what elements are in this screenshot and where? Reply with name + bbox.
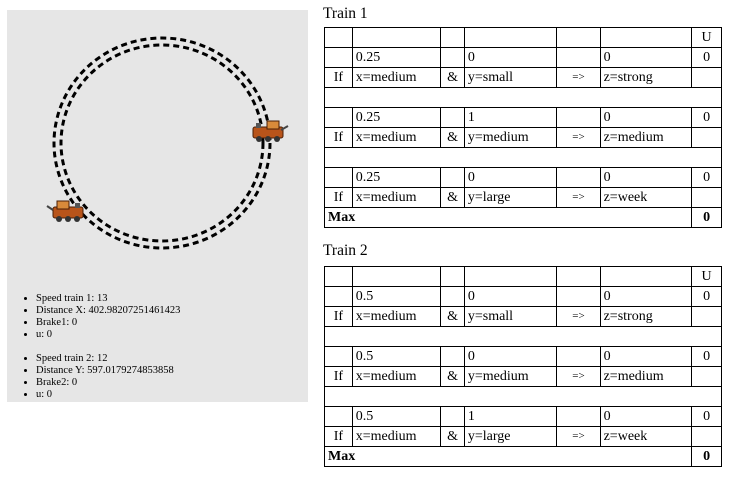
spacer-row (325, 148, 722, 168)
u-train-1: • u: 0 (36, 329, 180, 341)
x-condition: x=medium (352, 307, 440, 327)
y-condition: y=small (464, 68, 557, 88)
rule-values-row (325, 168, 722, 188)
u-value: 0 (692, 407, 722, 427)
distance-x: • Distance X: 402.98207251461423 (36, 305, 180, 317)
table-header-row (325, 267, 722, 287)
if-keyword: If (325, 128, 353, 148)
x-condition: x=medium (352, 427, 440, 447)
if-keyword: If (325, 188, 353, 208)
if-keyword: If (325, 367, 353, 387)
speed-train-2: • Speed train 2: 12 (36, 353, 174, 365)
and-operator: & (441, 68, 465, 88)
y-condition: y=medium (464, 367, 557, 387)
and-operator: & (441, 188, 465, 208)
brake-1: • Brake1: 0 (36, 317, 180, 329)
rule-values-row (325, 48, 722, 68)
brake-2: • Brake2: 0 (36, 377, 174, 389)
u-value: 0 (692, 287, 722, 307)
and-operator: & (441, 128, 465, 148)
and-operator: & (441, 307, 465, 327)
simulation-panel (7, 10, 308, 402)
train-2-icon (47, 201, 83, 222)
u-value: 0 (692, 108, 722, 128)
rule-values-row (325, 108, 722, 128)
train-2-rule-table (324, 266, 722, 467)
max-row (325, 447, 722, 467)
implies-arrow: => (557, 188, 600, 208)
x-condition: x=medium (352, 367, 440, 387)
rule-row (325, 307, 722, 327)
spacer-row (325, 88, 722, 108)
z-membership-value: 0 (600, 48, 692, 68)
y-membership-value: 0 (464, 287, 557, 307)
rule-values-row (325, 287, 722, 307)
z-membership-value: 0 (600, 407, 692, 427)
implies-arrow: => (557, 307, 600, 327)
max-label: Max (325, 208, 692, 228)
x-membership-value: 0.5 (352, 287, 440, 307)
z-conclusion: z=medium (600, 367, 692, 387)
rule-values-row (325, 407, 722, 427)
x-condition: x=medium (352, 68, 440, 88)
rule-values-row (325, 347, 722, 367)
track-inner-rail (61, 45, 263, 241)
y-condition: y=medium (464, 128, 557, 148)
implies-arrow: => (557, 68, 600, 88)
y-membership-value: 1 (464, 407, 557, 427)
spacer-row (325, 387, 722, 407)
rule-row (325, 68, 722, 88)
z-conclusion: z=week (600, 188, 692, 208)
rule-row (325, 128, 722, 148)
implies-arrow: => (557, 128, 600, 148)
train-1-icon (253, 121, 288, 142)
x-membership-value: 0.25 (352, 48, 440, 68)
y-membership-value: 1 (464, 108, 557, 128)
max-value: 0 (692, 447, 722, 467)
table-header-row (325, 28, 722, 48)
x-membership-value: 0.25 (352, 168, 440, 188)
train-1-stats (19, 293, 180, 341)
z-membership-value: 0 (600, 168, 692, 188)
train-2-title: Train 2 (323, 242, 368, 259)
track-outer-rail (54, 38, 270, 248)
x-membership-value: 0.5 (352, 347, 440, 367)
train-1-title: Train 1 (323, 5, 368, 22)
x-condition: x=medium (352, 128, 440, 148)
implies-arrow: => (557, 427, 600, 447)
distance-y: • Distance Y: 597.0179274853858 (36, 365, 174, 377)
y-membership-value: 0 (464, 168, 557, 188)
x-membership-value: 0.5 (352, 407, 440, 427)
if-keyword: If (325, 68, 353, 88)
y-membership-value: 0 (464, 48, 557, 68)
u-value: 0 (692, 48, 722, 68)
y-condition: y=large (464, 427, 557, 447)
implies-arrow: => (557, 367, 600, 387)
z-membership-value: 0 (600, 287, 692, 307)
y-condition: y=small (464, 307, 557, 327)
z-conclusion: z=week (600, 427, 692, 447)
spacer-row (325, 327, 722, 347)
z-conclusion: z=medium (600, 128, 692, 148)
y-condition: y=large (464, 188, 557, 208)
x-condition: x=medium (352, 188, 440, 208)
railway-track (7, 10, 308, 290)
u-train-2: • u: 0 (36, 389, 174, 401)
max-label: Max (325, 447, 692, 467)
if-keyword: If (325, 307, 353, 327)
u-column-header: U (692, 28, 722, 48)
z-membership-value: 0 (600, 108, 692, 128)
y-membership-value: 0 (464, 347, 557, 367)
u-column-header: U (692, 267, 722, 287)
if-keyword: If (325, 427, 353, 447)
z-conclusion: z=strong (600, 307, 692, 327)
u-value: 0 (692, 347, 722, 367)
x-membership-value: 0.25 (352, 108, 440, 128)
max-value: 0 (692, 208, 722, 228)
and-operator: & (441, 367, 465, 387)
u-value: 0 (692, 168, 722, 188)
rule-row (325, 188, 722, 208)
and-operator: & (441, 427, 465, 447)
z-membership-value: 0 (600, 347, 692, 367)
max-row (325, 208, 722, 228)
rule-row (325, 367, 722, 387)
z-conclusion: z=strong (600, 68, 692, 88)
train-1-rule-table (324, 27, 722, 228)
speed-train-1: • Speed train 1: 13 (36, 293, 180, 305)
train-2-stats (19, 353, 174, 401)
rule-row (325, 427, 722, 447)
